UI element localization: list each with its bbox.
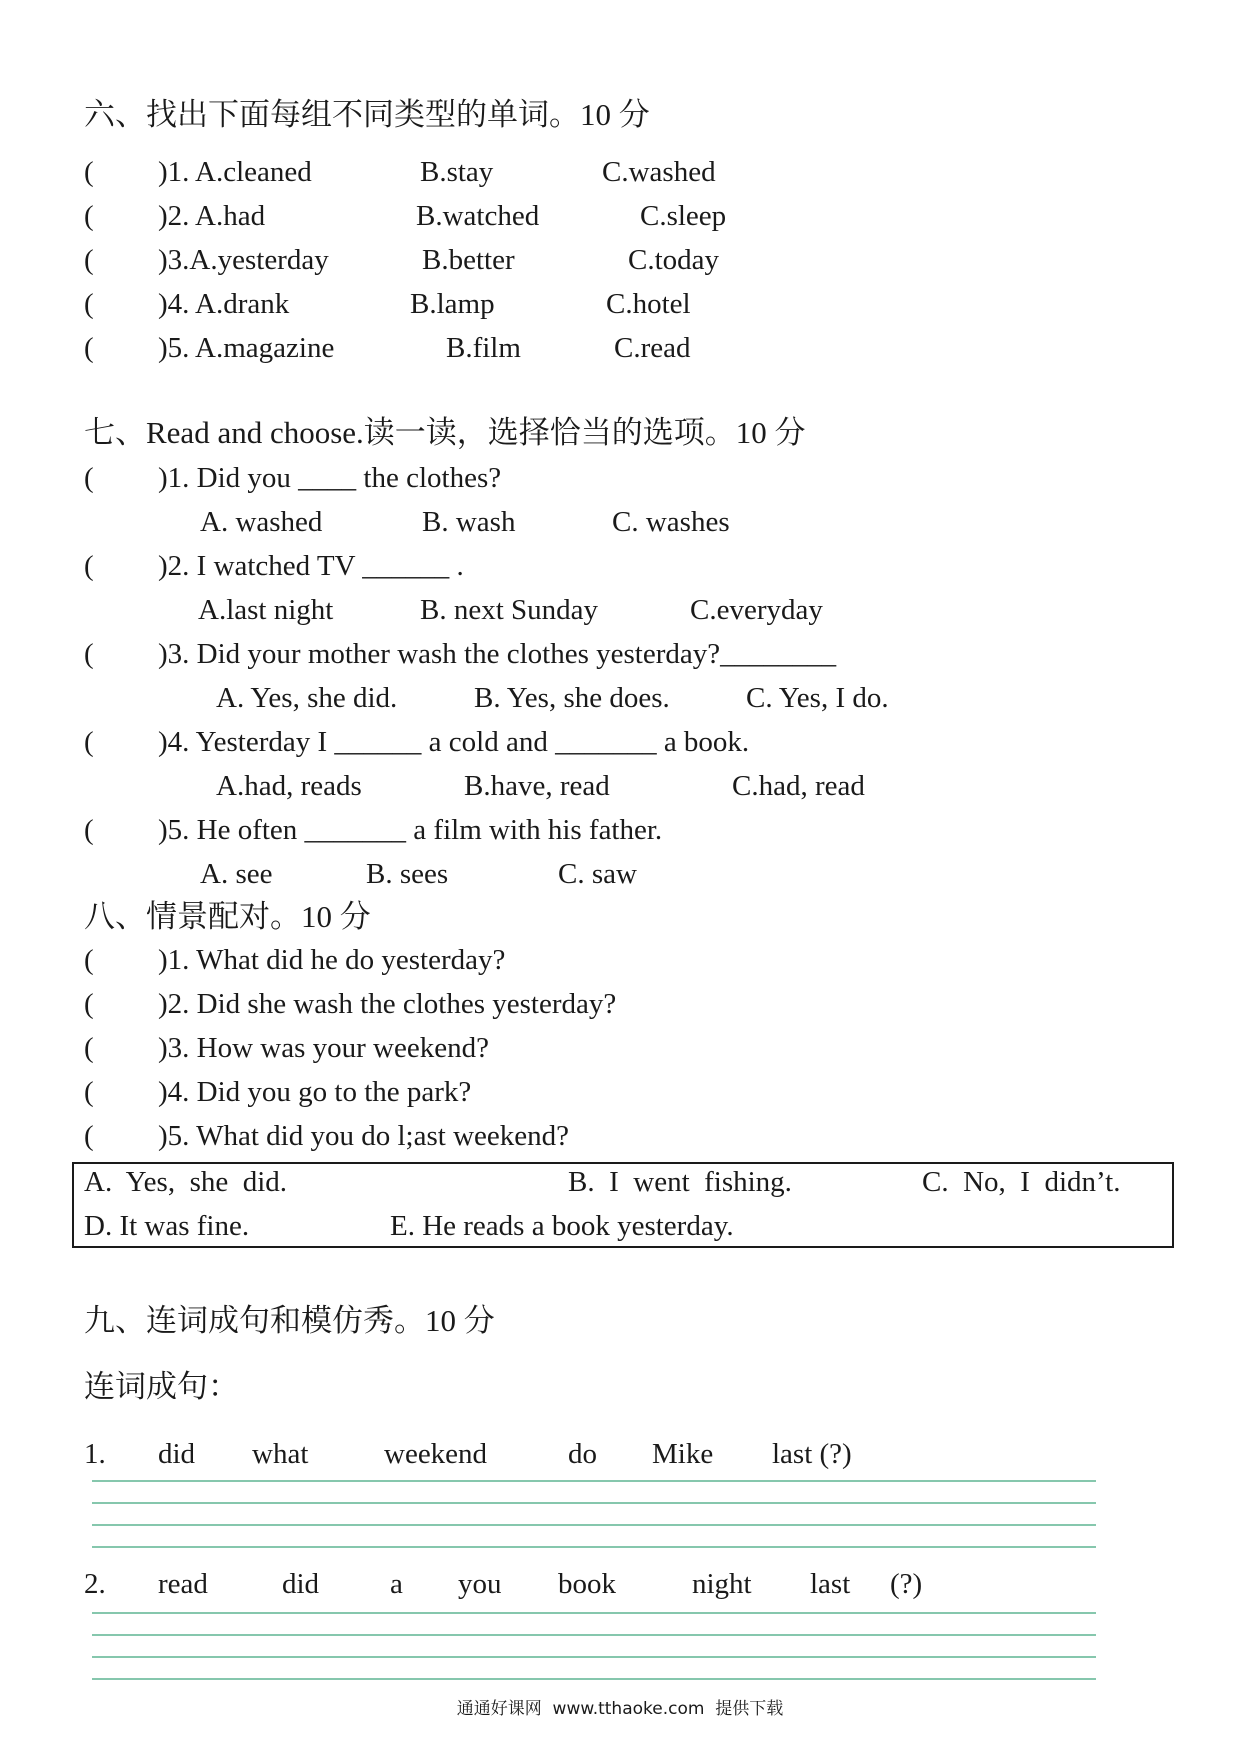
item-option-b: B.better bbox=[422, 244, 515, 276]
item-option-a: )1. A.cleaned bbox=[158, 156, 312, 188]
answer-paren[interactable]: ( bbox=[84, 200, 94, 232]
answer-paren[interactable]: ( bbox=[84, 726, 94, 758]
item-option-a: )2. A.had bbox=[158, 200, 266, 232]
answer-paren[interactable]: ( bbox=[84, 244, 94, 276]
option-b: B. wash bbox=[422, 506, 516, 538]
answer-paren[interactable]: ( bbox=[84, 288, 94, 320]
option-c: C.everyday bbox=[690, 594, 823, 626]
item-option-a: )3.A.yesterday bbox=[158, 244, 329, 276]
question-text: )2. Did she wash the clothes yesterday? bbox=[158, 988, 617, 1020]
option-c: C. Yes, I do. bbox=[746, 682, 889, 714]
word-chip: what bbox=[252, 1438, 309, 1470]
word-chip: night bbox=[692, 1568, 752, 1600]
word-chip: read bbox=[158, 1568, 208, 1600]
word-chip: weekend bbox=[384, 1438, 488, 1470]
section-6-heading: 六、找出下面每组不同类型的单词。10 分 bbox=[84, 97, 650, 132]
answer-paren[interactable]: ( bbox=[84, 550, 94, 582]
answer-paren[interactable]: ( bbox=[84, 156, 94, 188]
answer-paren[interactable]: ( bbox=[84, 1120, 94, 1152]
writing-line[interactable] bbox=[92, 1634, 1096, 1636]
item-option-c: C.hotel bbox=[606, 288, 691, 320]
option-a: A. see bbox=[200, 858, 273, 890]
question-number: 2. bbox=[84, 1568, 106, 1600]
word-chip: Mike bbox=[652, 1438, 714, 1470]
option-c: C. washes bbox=[612, 506, 730, 538]
answer-paren[interactable]: ( bbox=[84, 332, 94, 364]
word-chip: (?) bbox=[890, 1568, 923, 1600]
option-a: A.last night bbox=[198, 594, 334, 626]
option-b: B. Yes, she does. bbox=[474, 682, 670, 714]
option-b: B. sees bbox=[366, 858, 449, 890]
question-number: 1. bbox=[84, 1438, 106, 1470]
section-7-heading: 七、Read and choose.读一读，选择恰当的选项。10 分 bbox=[84, 415, 806, 450]
question-text: )5. What did you do l;ast weekend? bbox=[158, 1120, 569, 1152]
answer-paren[interactable]: ( bbox=[84, 462, 94, 494]
item-option-a: )5. A.magazine bbox=[158, 332, 335, 364]
option-c: C. saw bbox=[558, 858, 637, 890]
item-option-c: C.today bbox=[628, 244, 720, 276]
answer-paren[interactable]: ( bbox=[84, 814, 94, 846]
word-chip: did bbox=[282, 1568, 320, 1600]
answer-paren[interactable]: ( bbox=[84, 1076, 94, 1108]
section-9-heading: 九、连词成句和模仿秀。10 分 bbox=[84, 1303, 495, 1338]
question-text: )4. Yesterday I ______ a cold and _______ a book. bbox=[158, 726, 750, 758]
section-8-heading: 八、情景配对。10 分 bbox=[84, 899, 371, 934]
question-text: )3. How was your weekend? bbox=[158, 1032, 489, 1064]
word-chip: last bbox=[810, 1568, 851, 1600]
question-text: )2. I watched TV ______ . bbox=[158, 550, 464, 582]
answer-paren[interactable]: ( bbox=[84, 988, 94, 1020]
question-text: )5. He often _______ a film with his father. bbox=[158, 814, 663, 846]
word-chip: do bbox=[568, 1438, 597, 1470]
writing-line[interactable] bbox=[92, 1480, 1096, 1482]
writing-line[interactable] bbox=[92, 1524, 1096, 1526]
answer-paren[interactable]: ( bbox=[84, 638, 94, 670]
option-b: B. next Sunday bbox=[420, 594, 599, 626]
item-option-b: B.watched bbox=[416, 200, 540, 232]
item-option-c: C.sleep bbox=[640, 200, 727, 232]
option-a: A. Yes, she did. bbox=[84, 1166, 288, 1198]
writing-line[interactable] bbox=[92, 1546, 1096, 1548]
option-b: B.have, read bbox=[464, 770, 610, 802]
item-option-b: B.lamp bbox=[410, 288, 495, 320]
option-c: C. No, I didn’t. bbox=[922, 1166, 1121, 1198]
word-chip: you bbox=[458, 1568, 502, 1600]
item-option-a: )4. A.drank bbox=[158, 288, 290, 320]
page-footer: 通通好课网 www.tthaoke.com 提供下载 bbox=[456, 1699, 784, 1719]
question-text: )1. Did you ____ the clothes? bbox=[158, 462, 502, 494]
option-a: A.had, reads bbox=[216, 770, 362, 802]
word-chip: a bbox=[390, 1568, 403, 1600]
word-chip: book bbox=[558, 1568, 616, 1600]
writing-line[interactable] bbox=[92, 1502, 1096, 1504]
item-option-b: B.stay bbox=[420, 156, 494, 188]
option-a: A. washed bbox=[200, 506, 323, 538]
writing-line[interactable] bbox=[92, 1612, 1096, 1614]
item-option-b: B.film bbox=[446, 332, 521, 364]
item-option-c: C.washed bbox=[602, 156, 716, 188]
question-text: )1. What did he do yesterday? bbox=[158, 944, 506, 976]
writing-line[interactable] bbox=[92, 1678, 1096, 1680]
answer-paren[interactable]: ( bbox=[84, 1032, 94, 1064]
option-e: E. He reads a book yesterday. bbox=[390, 1210, 734, 1242]
answer-paren[interactable]: ( bbox=[84, 944, 94, 976]
item-option-c: C.read bbox=[614, 332, 691, 364]
option-c: C.had, read bbox=[732, 770, 865, 802]
option-a: A. Yes, she did. bbox=[216, 682, 398, 714]
question-text: )3. Did your mother wash the clothes yesterday?________ bbox=[158, 638, 837, 670]
question-text: )4. Did you go to the park? bbox=[158, 1076, 472, 1108]
option-b: B. I went fishing. bbox=[568, 1166, 792, 1198]
writing-line[interactable] bbox=[92, 1656, 1096, 1658]
option-d: D. It was fine. bbox=[84, 1210, 250, 1242]
section-9-subheading: 连词成句： bbox=[84, 1369, 239, 1404]
word-chip: last (?) bbox=[772, 1438, 852, 1470]
word-chip: did bbox=[158, 1438, 196, 1470]
